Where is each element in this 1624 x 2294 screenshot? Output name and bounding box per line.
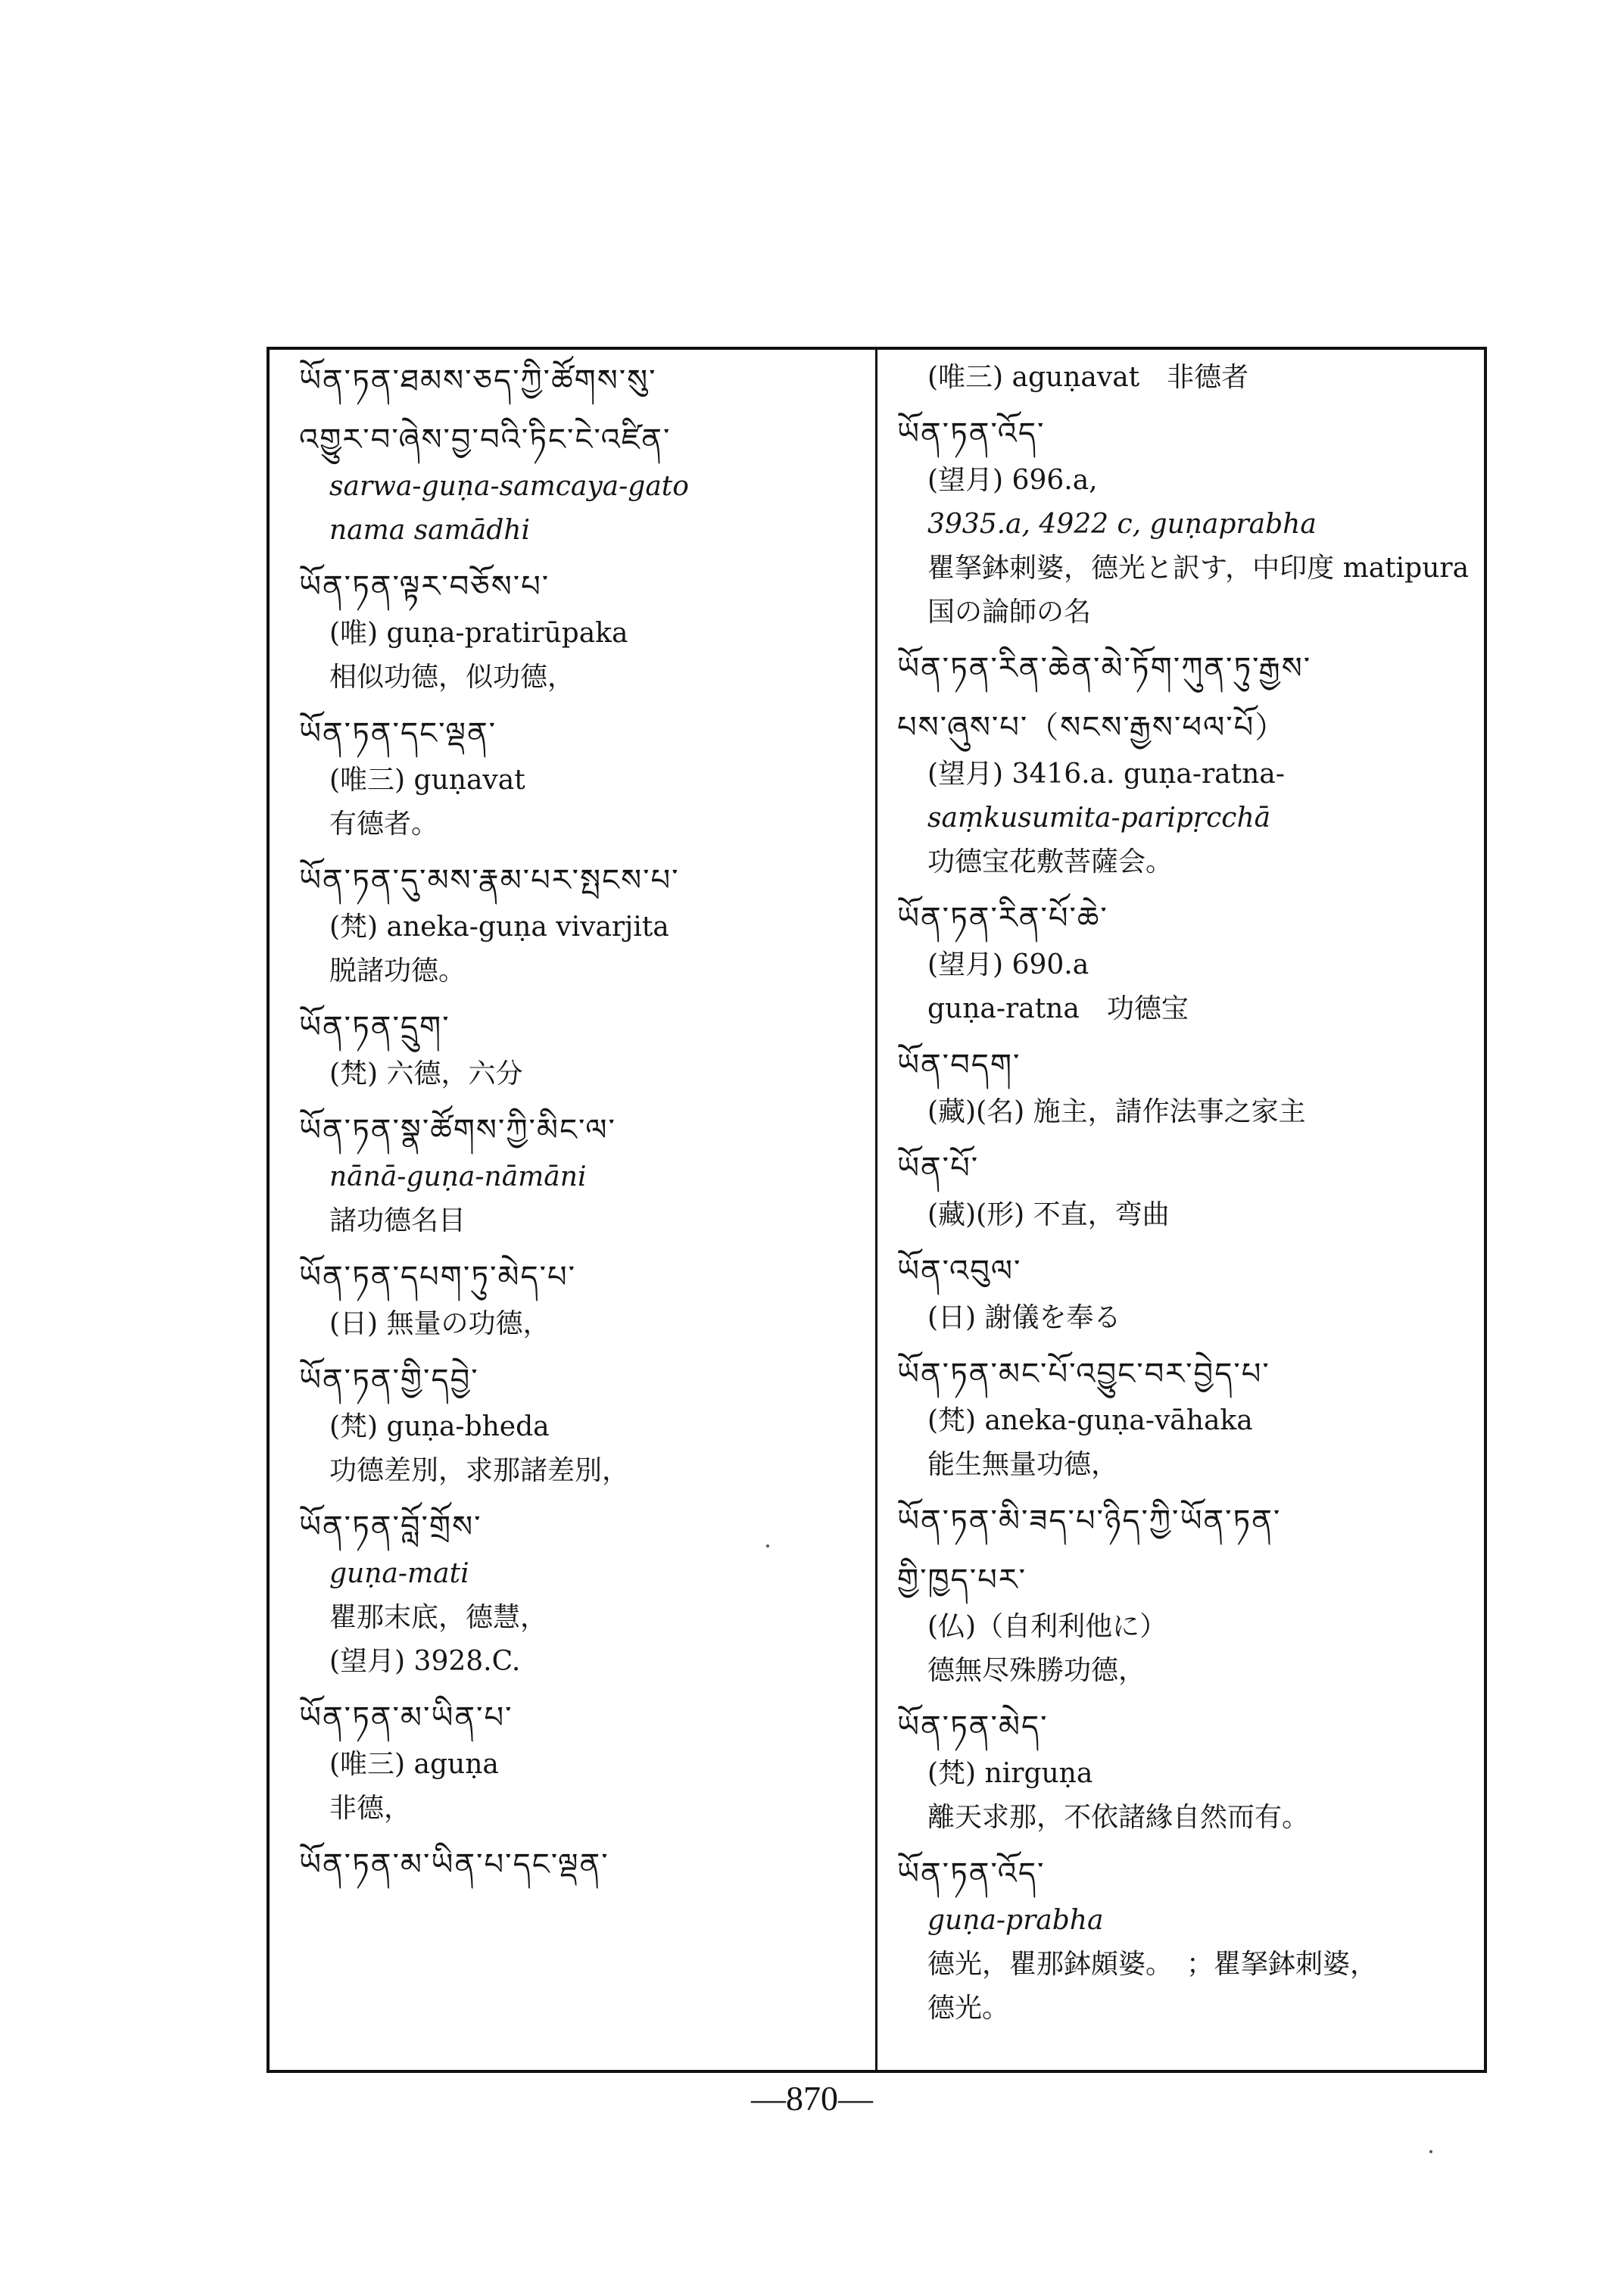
- entry-gloss-line: (仏)（自利利他に）: [927, 1611, 1167, 1642]
- entry-gloss-line: nānā-guṇa-nāmāni: [329, 1161, 587, 1192]
- dictionary-entry: [299, 1105, 859, 1243]
- tibetan-headword: ཡོན་འབུལ་: [897, 1254, 1022, 1289]
- tibetan-headword: འགྱུར་བ་ཞེས་བྱ་བའི་ཏིང་ངེ་འཛིན་: [299, 422, 672, 457]
- entry-gloss-line: (藏)(名) 施主，請作法事之家主: [927, 1096, 1306, 1127]
- tibetan-headword: ཡོན་ཏན་དཔག་ཏུ་མེད་པ་: [299, 1260, 577, 1295]
- dictionary-entry: [897, 1555, 1480, 1693]
- dictionary-entry: [299, 1693, 859, 1831]
- dictionary-entry: [299, 356, 859, 406]
- dictionary-entry: [897, 893, 1480, 1031]
- tibetan-headword: ཡོན་ཏན་མ་ཡིན་པ་དང་ལྡན་: [299, 1847, 609, 1882]
- entry-gloss-line: (唯) guṇa-pratirūpaka: [329, 618, 628, 649]
- entry-gloss-line: (日) 謝儀を奉る: [927, 1302, 1121, 1333]
- entry-gloss-line: (梵) guṇa-bheda: [329, 1411, 550, 1442]
- entry-gloss-line: 3935.a, 4922 c, guṇaprabha: [927, 509, 1317, 540]
- entry-gloss-line: (梵) nirguṇa: [927, 1758, 1093, 1789]
- tibetan-headword: ཡོན་ཏན་རིན་པོ་ཆེ་: [897, 901, 1108, 936]
- dictionary-entry: [897, 1349, 1480, 1487]
- entry-gloss-line: 脱諸功德。: [329, 955, 466, 986]
- entry-gloss-line: 德光。: [927, 1993, 1010, 2024]
- dictionary-entry: [299, 1355, 859, 1493]
- tibetan-headword: ཡོན་ཏན་དྲུག་: [299, 1010, 450, 1045]
- left-column: [299, 356, 859, 1899]
- dictionary-entry: [299, 1840, 859, 1890]
- tibetan-headword: ཡོན་ཏན་འོད་: [897, 416, 1046, 451]
- tibetan-headword: ཡོན་པོ་: [897, 1151, 980, 1186]
- entry-gloss-line: (唯三) guṇavat: [329, 765, 525, 796]
- tibetan-headword: གྱི་ཁྱད་པར་: [897, 1563, 1027, 1597]
- tibetan-headword: ཡོན་ཏན་འོད་: [897, 1856, 1046, 1891]
- dictionary-entry: [299, 856, 859, 993]
- dictionary-entry: [897, 409, 1480, 634]
- dictionary-entry: [897, 1040, 1480, 1134]
- entry-gloss-line: (望月) 3928.C.: [329, 1646, 521, 1677]
- entry-gloss-line: 離天求那，不依諸緣自然而有。: [927, 1802, 1310, 1833]
- entry-gloss-line: (梵) 六德，六分: [329, 1058, 523, 1089]
- scan-speck: [766, 1544, 769, 1548]
- dictionary-entry: [897, 1496, 1480, 1546]
- dictionary-entry: [897, 1143, 1480, 1237]
- entry-gloss-line: 德無尽殊勝功德，: [927, 1655, 1146, 1686]
- entry-gloss-line: 相似功德，似功德，: [329, 662, 575, 693]
- dictionary-entry: [897, 1246, 1480, 1340]
- dictionary-entry: [897, 644, 1480, 693]
- page-number: —870—: [751, 2079, 873, 2118]
- entry-gloss-line: 諸功德名目: [329, 1205, 466, 1236]
- tibetan-headword: ཡོན་ཏན་ལྟར་བཅོས་པ་: [299, 569, 550, 604]
- entry-gloss-line: guṇa-mati: [329, 1558, 469, 1589]
- entry-gloss-line: (梵) aneka-guṇa vivarjita: [329, 912, 669, 943]
- entry-gloss-line: 德光，瞿那鉢頗婆。 ；瞿拏鉢刺婆，: [927, 1949, 1378, 1980]
- entry-gloss-line: (望月) 690.a: [927, 949, 1089, 980]
- entry-gloss-line: 有德者。: [329, 809, 439, 840]
- tibetan-headword: པས་ཞུས་པ་（སངས་རྒྱས་ཕལ་པོ）: [897, 710, 1287, 745]
- entry-gloss-line: 能生無量功德，: [927, 1449, 1119, 1480]
- entry-gloss-line: sarwa-guṇa-samcaya-gato: [329, 471, 689, 502]
- scan-speck: [1429, 2150, 1432, 2153]
- right-column: [897, 356, 1480, 2040]
- entry-gloss-line: 功德差別，求那諸差別，: [329, 1455, 630, 1486]
- dictionary-entry: [299, 562, 859, 700]
- tibetan-headword: ཡོན་བདག་: [897, 1048, 1021, 1083]
- tibetan-headword: ཡོན་ཏན་རིན་ཆེན་མེ་ཏོག་ཀུན་ཏུ་རྒྱས་: [897, 651, 1312, 686]
- entry-gloss-line: (梵) aneka-guṇa-vāhaka: [927, 1405, 1253, 1436]
- tibetan-headword: ཡོན་ཏན་བློ་གྲོས་: [299, 1510, 482, 1544]
- tibetan-headword: ཡོན་ཏན་དུ་མས་རྣམ་པར་སྤངས་པ་: [299, 863, 680, 898]
- entry-gloss-line: 功德宝花敷菩薩会。: [927, 846, 1174, 877]
- entry-gloss-line: 国の論師の名: [927, 597, 1092, 628]
- entry-gloss-line: guṇa-ratna 功德宝: [927, 993, 1189, 1024]
- dictionary-entry: [897, 1849, 1480, 2031]
- entry-gloss-line: 非德，: [329, 1793, 412, 1824]
- entry-gloss-line: (日) 無量の功德，: [329, 1308, 550, 1339]
- column-divider: [875, 347, 877, 2073]
- dictionary-entry: [299, 709, 859, 846]
- dictionary-entry: [897, 356, 1480, 400]
- tibetan-headword: ཡོན་ཏན་མེད་: [897, 1710, 1049, 1744]
- dictionary-entry: [897, 1702, 1480, 1840]
- entry-gloss-line: (望月) 696.a,: [927, 465, 1098, 496]
- tibetan-headword: ཡོན་ཏན་མང་པོ་འབྱུང་བར་བྱེད་པ་: [897, 1357, 1270, 1392]
- entry-gloss-line: (唯三) aguṇa: [329, 1749, 499, 1780]
- tibetan-headword: ཡོན་ཏན་མི་ཟད་པ་ཉིད་ཀྱི་ཡོན་ཏན་: [897, 1504, 1282, 1538]
- tibetan-headword: ཡོན་ཏན་དང་ལྡན་: [299, 716, 497, 751]
- tibetan-headword: ཡོན་ཏན་སྣ་ཚོགས་ཀྱི་མིང་ལ་: [299, 1113, 616, 1148]
- entry-gloss-line: (唯三) aguṇavat 非德者: [927, 362, 1249, 393]
- entry-gloss-line: 瞿那末底，德慧，: [329, 1602, 548, 1633]
- dictionary-entry: [299, 415, 859, 553]
- entry-gloss-line: 瞿拏鉢刺婆，德光と訳す，中印度 matipura: [927, 553, 1470, 584]
- tibetan-headword: ཡོན་ཏན་ཐམས་ཅད་ཀྱི་ཚོགས་སུ་: [299, 363, 657, 398]
- entry-gloss-line: (望月) 3416.a. guṇa-ratna-: [927, 759, 1285, 790]
- tibetan-headword: ཡོན་ཏན་གྱི་དབྱེ་: [299, 1363, 479, 1398]
- dictionary-entry: [299, 1252, 859, 1346]
- dictionary-entry: [299, 1002, 859, 1096]
- entry-gloss-line: nama samādhi: [329, 515, 530, 546]
- entry-gloss-line: saṃkusumita-paripṛcchā: [927, 803, 1271, 834]
- dictionary-entry: [897, 703, 1480, 884]
- entry-gloss-line: (藏)(形) 不直，弯曲: [927, 1199, 1170, 1230]
- dictionary-entry: [299, 1502, 859, 1684]
- entry-gloss-line: guṇa-prabha: [927, 1905, 1104, 1936]
- tibetan-headword: ཡོན་ཏན་མ་ཡིན་པ་: [299, 1700, 513, 1735]
